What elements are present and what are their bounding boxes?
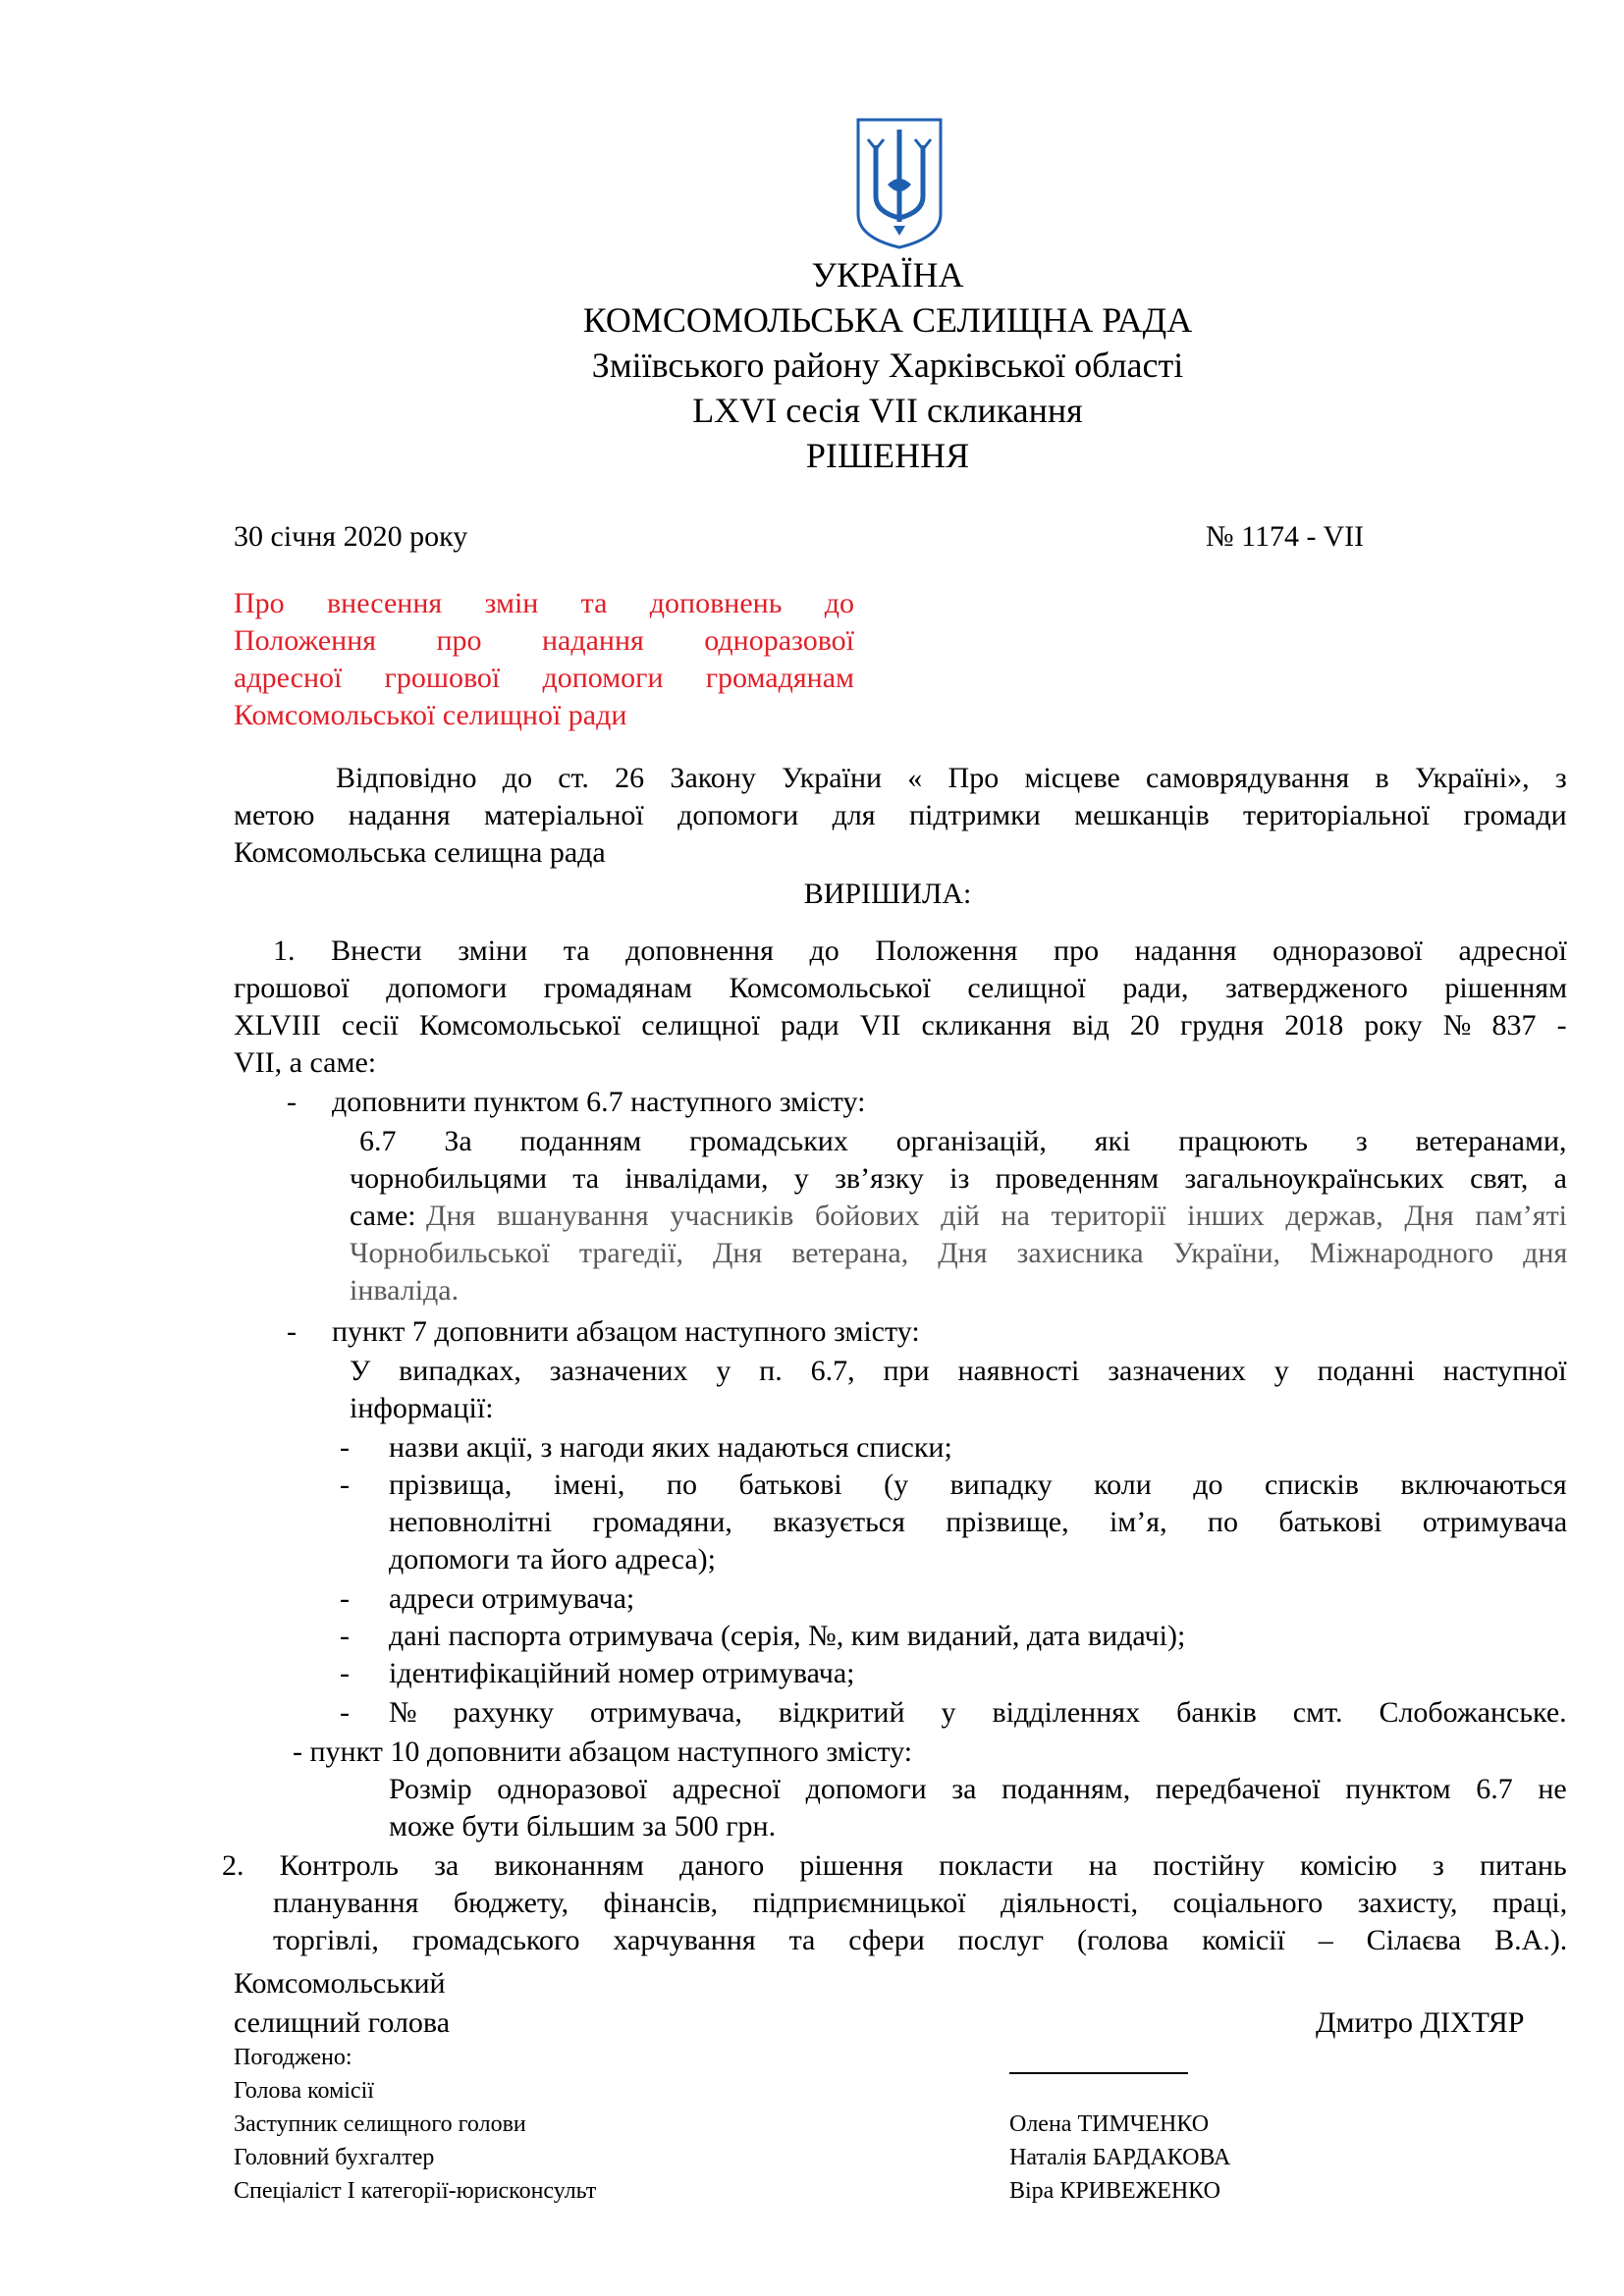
p67-holidays: Дня вшанування учасників бойових дій на території інших держав, Дня пам’яті bbox=[426, 1200, 1568, 1232]
approvals-heading: Погоджено: bbox=[234, 2045, 352, 2070]
p67-line-start: саме: bbox=[350, 1200, 416, 1232]
decision-subject bbox=[234, 585, 854, 734]
p7-list-item: неповнолітні громадяни, вказується прізвище, ім’я, по батькові отримувача bbox=[389, 1506, 1568, 1538]
p7-list-item: допомоги та його адреса); bbox=[389, 1543, 716, 1575]
header-doc-type: РІШЕННЯ bbox=[805, 436, 970, 475]
p7-list-item: № рахунку отримувача, відкритий у відділеннях банків смт. Слобожанське. bbox=[389, 1696, 1567, 1729]
preamble-line: Комсомольська селищна рада bbox=[234, 836, 606, 869]
approval-name: Віра КРИВЕЖЕНКО bbox=[1009, 2178, 1220, 2204]
sub1-heading: доповнити пунктом 6.7 наступного змісту: bbox=[332, 1086, 866, 1118]
subject-line: Комсомольської селищної ради bbox=[234, 699, 627, 731]
approval-role: Головний бухгалтер bbox=[234, 2145, 435, 2170]
p7-list-item: адреси отримувача; bbox=[389, 1582, 635, 1615]
decision-number: № 1174 - VII bbox=[1206, 520, 1365, 553]
item2-line: торгівлі, громадського харчування та сфери послуг (голова комісії – Сілаєва В.А.). bbox=[273, 1924, 1568, 1956]
p67-holidays: інваліда. bbox=[350, 1274, 460, 1307]
p7-intro: У випадках, зазначених у п. 6.7, при наявності зазначених у поданні наступної bbox=[350, 1355, 1567, 1387]
p7-list-item: назви акції, з нагоди яких надаються списки; bbox=[389, 1431, 952, 1464]
item1-line: XLVIII сесії Комсомольської селищної ради VII скликання від 20 грудня 2018 року № 837 - bbox=[234, 1009, 1567, 1041]
subject-line: Положення про надання одноразової bbox=[234, 624, 854, 657]
subject-line: адресної грошової допомоги громадянам bbox=[234, 662, 854, 694]
p67-holidays: Чорнобильської трагедії, Дня ветерана, Дня захисника України, Міжнародного дня bbox=[350, 1237, 1568, 1269]
p7-list-item: дані паспорта отримувача (серія, №, ким виданий, дата видачі); bbox=[389, 1620, 1186, 1652]
decided-heading: ВИРІШИЛА: bbox=[803, 878, 972, 910]
approval-name: Олена ТИМЧЕНКО bbox=[1009, 2111, 1210, 2137]
item1-line: 1. Внести зміни та доповнення до Положення про надання одноразової адресної bbox=[273, 934, 1567, 967]
item1-line: VII, а саме: bbox=[234, 1046, 377, 1079]
p10-line: Розмір одноразової адресної допомоги за поданням, передбаченої пунктом 6.7 не bbox=[389, 1773, 1567, 1805]
sub3-heading: - пункт 10 доповнити абзацом наступного змісту: bbox=[293, 1735, 913, 1768]
header-district: Зміївського району Харківської області bbox=[591, 346, 1184, 385]
trident-coat-of-arms-icon bbox=[854, 116, 945, 251]
signature-blank-line bbox=[1009, 2072, 1188, 2074]
header-session: LXVI сесія VII скликання bbox=[692, 391, 1083, 430]
p67-line: 6.7 За поданням громадських організацій, які працюють з ветеранами, bbox=[359, 1125, 1567, 1157]
approval-role: Заступник селищного голови bbox=[234, 2111, 526, 2137]
signature-title: Комсомольський bbox=[234, 1967, 446, 2000]
approval-role: Спеціаліст І категорії-юрисконсульт bbox=[234, 2178, 597, 2204]
subject-line: Про внесення змін та доповнень до bbox=[234, 587, 854, 619]
preamble-line: Відповідно до ст. 26 Закону України « Про місцеве самоврядування в Україні», з bbox=[336, 762, 1567, 794]
p7-list-item: прізвища, імені, по батькові (у випадку коли до списків включаються bbox=[389, 1468, 1567, 1501]
dash-bullet: - bbox=[340, 1657, 350, 1689]
dash-bullet: - bbox=[340, 1620, 350, 1652]
signature-name: Дмитро ДІХТЯР bbox=[1316, 2006, 1525, 2039]
p7-intro: інформації: bbox=[350, 1392, 494, 1424]
item2-line: 2. Контроль за виконанням даного рішення покласти на постійну комісію з питань bbox=[222, 1849, 1567, 1882]
dash-bullet: - bbox=[340, 1468, 350, 1501]
decision-date: 30 січня 2020 року bbox=[234, 520, 468, 553]
dash-bullet: - bbox=[340, 1582, 350, 1615]
sub2-heading: пункт 7 доповнити абзацом наступного змісту: bbox=[332, 1315, 920, 1348]
p67-line: чорнобильцями та інвалідами, у зв’язку із проведенням загальноукраїнських свят, а bbox=[350, 1162, 1567, 1195]
item2-line: планування бюджету, фінансів, підприємницької діяльності, соціального захисту, праці, bbox=[273, 1887, 1568, 1919]
dash-bullet: - bbox=[340, 1696, 350, 1729]
header-country: УКРАЇНА bbox=[811, 255, 964, 294]
signature-title: селищний голова bbox=[234, 2006, 451, 2039]
dash-bullet: - bbox=[287, 1086, 297, 1118]
p10-line: може бути більшим за 500 грн. bbox=[389, 1810, 777, 1842]
approval-name: Наталія БАРДАКОВА bbox=[1009, 2145, 1231, 2170]
p7-list-item: ідентифікаційний номер отримувача; bbox=[389, 1657, 855, 1689]
preamble-line: метою надання матеріальної допомоги для підтримки мешканців територіальної громади bbox=[234, 799, 1567, 831]
approval-role: Голова комісії bbox=[234, 2078, 374, 2104]
dash-bullet: - bbox=[340, 1431, 350, 1464]
item1-line: грошової допомоги громадянам Комсомольської селищної ради, затвердженого рішенням bbox=[234, 972, 1568, 1004]
dash-bullet: - bbox=[287, 1315, 297, 1348]
header-council: КОМСОМОЛЬСЬКА СЕЛИЩНА РАДА bbox=[582, 300, 1193, 340]
